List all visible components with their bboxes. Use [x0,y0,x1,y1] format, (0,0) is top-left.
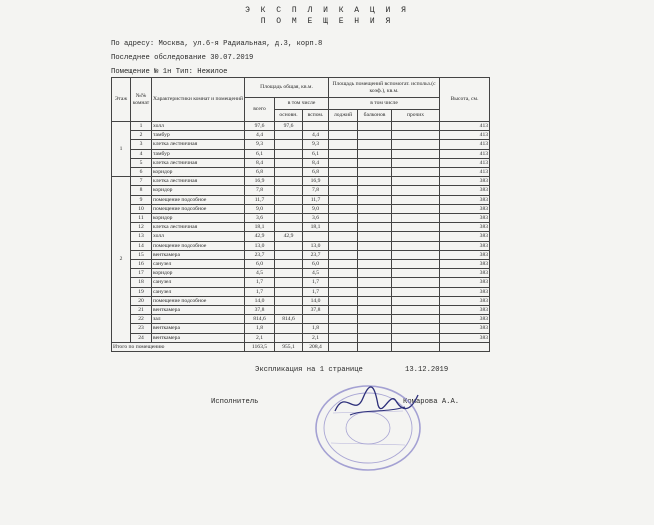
area-aux-cell: 1,8 [303,324,329,333]
area-aux-cell: 9,0 [303,204,329,213]
area-aux-cell: 14,0 [303,296,329,305]
area-main-cell [275,131,303,140]
height-cell: 383 [440,177,490,186]
area-total-cell: 97,6 [245,122,275,131]
area-main-cell: 814,6 [275,315,303,324]
loggias-cell [329,140,358,149]
room-number-cell: 21 [131,306,152,315]
height-cell: 383 [440,223,490,232]
room-name-cell: санузел [152,260,245,269]
area-total-cell: 9,0 [245,204,275,213]
area-aux-cell: 1,7 [303,287,329,296]
table-row [112,158,490,167]
loggias-cell [329,214,358,223]
room-number-cell: 13 [131,232,152,241]
other-cell [392,223,440,232]
balconies-cell [358,306,392,315]
table-row [112,168,490,177]
other-cell [392,324,440,333]
table-row [112,260,490,269]
premises-line: Помещение № 1н Тип: Нежилое [111,68,228,76]
height-cell: 383 [440,269,490,278]
loggias-cell [329,333,358,342]
area-total-cell: 9,3 [245,140,275,149]
height-cell: 413 [440,131,490,140]
room-number-cell: 5 [131,158,152,167]
header-main: основн. [275,110,303,122]
area-total-cell: 7,8 [245,186,275,195]
loggias-cell [329,315,358,324]
area-total-cell: 4,5 [245,269,275,278]
totals-aux: 208,4 [303,342,329,351]
other-cell [392,186,440,195]
balconies-cell [358,214,392,223]
other-cell [392,140,440,149]
room-name-cell: венткамера [152,324,245,333]
balconies-cell [358,296,392,305]
area-aux-cell: 1,7 [303,278,329,287]
other-cell [392,204,440,213]
totals-row [112,342,490,351]
loggias-cell [329,278,358,287]
table-row [112,140,490,149]
height-cell: 383 [440,315,490,324]
room-number-cell: 14 [131,241,152,250]
height-cell: 413 [440,149,490,158]
area-aux-cell: 6,0 [303,260,329,269]
totals-other [392,342,440,351]
area-total-cell: 1,8 [245,324,275,333]
height-cell: 383 [440,214,490,223]
other-cell [392,177,440,186]
other-cell [392,278,440,287]
other-cell [392,260,440,269]
table-row [112,149,490,158]
balconies-cell [358,223,392,232]
header-area-aux: Площадь помещений вспомогат. использ.(с коэф.), кв.м. [329,78,440,98]
room-number-cell: 19 [131,287,152,296]
area-aux-cell: 37,8 [303,306,329,315]
other-cell [392,122,440,131]
executor-name: Комарова А.А. [403,398,460,406]
area-main-cell [275,214,303,223]
balconies-cell [358,287,392,296]
area-main-cell [275,223,303,232]
inspection-line: Последнее обследование 30.07.2019 [111,54,254,62]
other-cell [392,232,440,241]
room-number-cell: 17 [131,269,152,278]
other-cell [392,168,440,177]
room-number-cell: 20 [131,296,152,305]
header-height: Высота, см. [440,78,490,122]
other-cell [392,158,440,167]
balconies-cell [358,186,392,195]
area-main-cell [275,204,303,213]
totals-label: Итого по помещению [112,342,245,351]
area-main-cell [275,177,303,186]
height-cell: 413 [440,168,490,177]
table-row [112,315,490,324]
area-aux-cell: 2,1 [303,333,329,342]
area-total-cell: 13,0 [245,241,275,250]
loggias-cell [329,296,358,305]
room-name-cell: клетка лестничная [152,140,245,149]
area-aux-cell [303,122,329,131]
other-cell [392,214,440,223]
room-name-cell: санузел [152,278,245,287]
loggias-cell [329,131,358,140]
header-other: прочих [392,110,440,122]
room-number-cell: 7 [131,177,152,186]
area-aux-cell: 4,4 [303,131,329,140]
room-number-cell: 11 [131,214,152,223]
area-main-cell [275,250,303,259]
header-room-no: №№ комнат [131,78,152,122]
other-cell [392,250,440,259]
table-row [112,223,490,232]
table-row [112,186,490,195]
loggias-cell [329,149,358,158]
room-name-cell: холл [152,232,245,241]
area-aux-cell: 13,0 [303,241,329,250]
balconies-cell [358,241,392,250]
room-name-cell: коридор [152,269,245,278]
area-main-cell [275,260,303,269]
area-aux-cell: 7,8 [303,186,329,195]
room-number-cell: 2 [131,131,152,140]
other-cell [392,269,440,278]
loggias-cell [329,195,358,204]
handwritten-signature [330,383,420,423]
floor-cell: 2 [112,177,131,343]
room-number-cell: 22 [131,315,152,324]
header-floor: Этаж [112,78,131,122]
header-aux: вспом. [303,110,329,122]
room-number-cell: 24 [131,333,152,342]
area-total-cell: 8,4 [245,158,275,167]
room-name-cell: клетка лестничная [152,223,245,232]
totals-total: 1163,5 [245,342,275,351]
header-total: всего [245,98,275,122]
executor-label: Исполнитель [211,398,259,406]
loggias-cell [329,232,358,241]
area-aux-cell: 3,6 [303,214,329,223]
loggias-cell [329,269,358,278]
area-main-cell [275,186,303,195]
area-total-cell: 1,7 [245,287,275,296]
area-aux-cell: 6,8 [303,168,329,177]
footer-date: 13.12.2019 [405,366,449,374]
room-name-cell: коридор [152,168,245,177]
table-row [112,214,490,223]
loggias-cell [329,122,358,131]
table-row [112,232,490,241]
room-name-cell: санузел [152,287,245,296]
room-name-cell: венткамера [152,333,245,342]
balconies-cell [358,131,392,140]
room-name-cell: тамбур [152,131,245,140]
floor-cell: 1 [112,122,131,177]
header-incl: в том числе [275,98,329,110]
room-number-cell: 1 [131,122,152,131]
height-cell: 413 [440,140,490,149]
table-row [112,287,490,296]
area-main-cell: 42,9 [275,232,303,241]
room-number-cell: 23 [131,324,152,333]
room-name-cell: венткамера [152,250,245,259]
height-cell: 383 [440,278,490,287]
area-aux-cell [303,232,329,241]
area-main-cell [275,269,303,278]
room-number-cell: 3 [131,140,152,149]
balconies-cell [358,195,392,204]
balconies-cell [358,158,392,167]
balconies-cell [358,140,392,149]
area-total-cell: 14,0 [245,296,275,305]
height-cell: 383 [440,333,490,342]
height-cell: 383 [440,324,490,333]
room-number-cell: 10 [131,204,152,213]
height-cell: 383 [440,195,490,204]
area-main-cell [275,296,303,305]
height-cell: 383 [440,306,490,315]
area-total-cell: 6,1 [245,149,275,158]
other-cell [392,131,440,140]
balconies-cell [358,149,392,158]
table-row [112,177,490,186]
room-number-cell: 15 [131,250,152,259]
height-cell: 383 [440,204,490,213]
room-name-cell: помещение подсобное [152,204,245,213]
area-total-cell: 814,6 [245,315,275,324]
balconies-cell [358,122,392,131]
header-incl-aux: в том числе [329,98,440,110]
room-number-cell: 8 [131,186,152,195]
balconies-cell [358,168,392,177]
other-cell [392,241,440,250]
loggias-cell [329,241,358,250]
loggias-cell [329,168,358,177]
area-main-cell [275,278,303,287]
table-row [112,333,490,342]
totals-height [440,342,490,351]
loggias-cell [329,186,358,195]
height-cell: 383 [440,296,490,305]
room-name-cell: помещение подсобное [152,241,245,250]
area-main-cell [275,241,303,250]
room-name-cell: помещение подсобное [152,195,245,204]
table-row [112,269,490,278]
loggias-cell [329,223,358,232]
loggias-cell [329,260,358,269]
height-cell: 413 [440,122,490,131]
header-area-total: Площадь общая, кв.м. [245,78,329,98]
area-aux-cell: 4,5 [303,269,329,278]
document-title: Э К С П Л И К А Ц И Я [245,6,409,15]
balconies-cell [358,250,392,259]
table-row [112,204,490,213]
area-total-cell: 16,9 [245,177,275,186]
header-balconies: балконов [358,110,392,122]
balconies-cell [358,232,392,241]
height-cell: 383 [440,232,490,241]
other-cell [392,333,440,342]
area-main-cell [275,140,303,149]
room-name-cell: тамбур [152,149,245,158]
room-name-cell: зал [152,315,245,324]
room-number-cell: 4 [131,149,152,158]
other-cell [392,195,440,204]
area-main-cell [275,195,303,204]
area-aux-cell: 9,3 [303,140,329,149]
balconies-cell [358,324,392,333]
room-number-cell: 6 [131,168,152,177]
loggias-cell [329,306,358,315]
room-name-cell: коридор [152,214,245,223]
loggias-cell [329,250,358,259]
height-cell: 383 [440,287,490,296]
balconies-cell [358,269,392,278]
area-main-cell [275,287,303,296]
area-aux-cell: 16,9 [303,177,329,186]
room-number-cell: 16 [131,260,152,269]
loggias-cell [329,177,358,186]
area-main-cell: 97,6 [275,122,303,131]
table-row [112,278,490,287]
other-cell [392,287,440,296]
loggias-cell [329,324,358,333]
room-name-cell: клетка лестничная [152,177,245,186]
address-line: По адресу: Москва, ул.6-я Радиальная, д.3, корп.8 [111,40,323,48]
room-name-cell: клетка лестничная [152,158,245,167]
height-cell: 383 [440,260,490,269]
loggias-cell [329,287,358,296]
height-cell: 383 [440,241,490,250]
area-aux-cell: 11,7 [303,195,329,204]
height-cell: 413 [440,158,490,167]
room-number-cell: 12 [131,223,152,232]
totals-main: 955,1 [275,342,303,351]
balconies-cell [358,315,392,324]
table-row [112,306,490,315]
table-row [112,122,490,131]
area-aux-cell: 8,4 [303,158,329,167]
table-row [112,296,490,305]
balconies-cell [358,260,392,269]
other-cell [392,315,440,324]
area-main-cell [275,324,303,333]
room-number-cell: 18 [131,278,152,287]
area-main-cell [275,168,303,177]
area-main-cell [275,306,303,315]
balconies-cell [358,333,392,342]
room-name-cell: венткамера [152,306,245,315]
area-aux-cell: 18,1 [303,223,329,232]
area-total-cell: 1,7 [245,278,275,287]
other-cell [392,149,440,158]
other-cell [392,306,440,315]
table-row [112,195,490,204]
table-row [112,250,490,259]
area-aux-cell [303,315,329,324]
room-name-cell: холл [152,122,245,131]
loggias-cell [329,158,358,167]
balconies-cell [358,204,392,213]
table-row [112,324,490,333]
table-row [112,241,490,250]
area-aux-cell: 23,7 [303,250,329,259]
explication-table [111,77,490,352]
room-name-cell: коридор [152,186,245,195]
area-total-cell: 18,1 [245,223,275,232]
totals-balconies [358,342,392,351]
room-name-cell: помещение подсобное [152,296,245,305]
area-total-cell: 6,8 [245,168,275,177]
header-loggias: лоджий [329,110,358,122]
area-total-cell: 2,1 [245,333,275,342]
balconies-cell [358,278,392,287]
header-characteristics: Характеристики комнат и помещений [152,78,245,122]
document-subtitle: П О М Е Щ Е Н И Я [260,17,394,26]
totals-loggias [329,342,358,351]
area-total-cell: 11,7 [245,195,275,204]
area-main-cell [275,158,303,167]
area-main-cell [275,149,303,158]
room-number-cell: 9 [131,195,152,204]
pages-note: Экспликация на 1 странице [255,366,363,374]
table-row [112,131,490,140]
area-total-cell: 42,9 [245,232,275,241]
height-cell: 383 [440,250,490,259]
area-total-cell: 3,6 [245,214,275,223]
area-total-cell: 23,7 [245,250,275,259]
height-cell: 383 [440,186,490,195]
area-total-cell: 37,8 [245,306,275,315]
area-total-cell: 6,0 [245,260,275,269]
area-total-cell: 4,4 [245,131,275,140]
area-main-cell [275,333,303,342]
loggias-cell [329,204,358,213]
area-aux-cell: 6,1 [303,149,329,158]
other-cell [392,296,440,305]
balconies-cell [358,177,392,186]
